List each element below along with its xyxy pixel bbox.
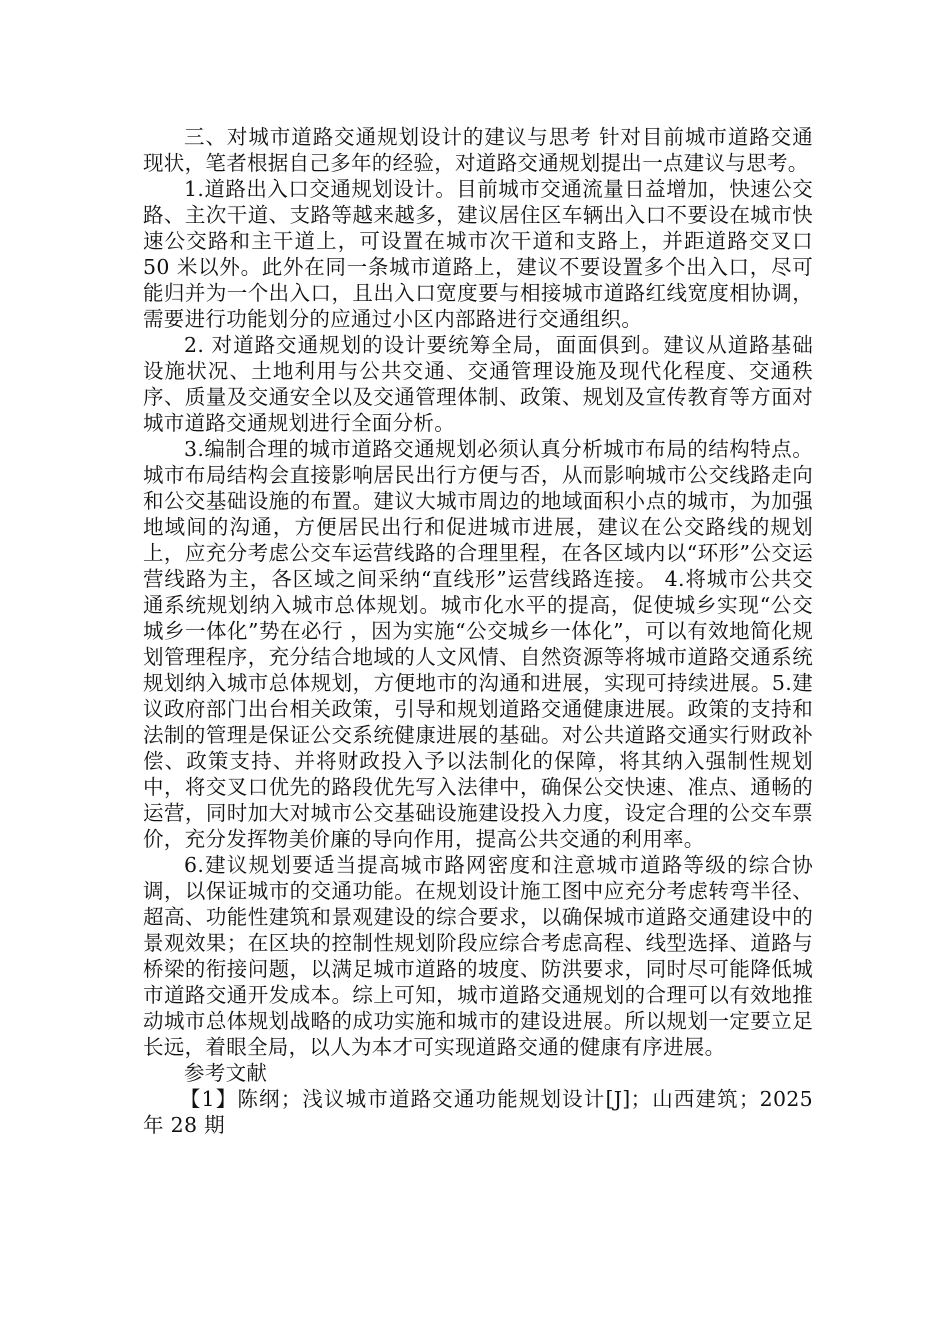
paragraph-item-3-5: 3.编制合理的城市道路交通规划必须认真分析城市布局的结构特点。城市布局结构会直接影响居民出行方便与否，从而影响城市公交线路走向和公交基础设施的布置。建议大城市周边的地域面积小点的城市，为加强地域间的沟通，方便居民出行和促进城市进展，建议在公交路线的规划上，应充分考虑公交车运营线路的合理里程，在各区域内以“环形”公交运营线路为主，各区域之间采纳“直线形”运营线路连接。 4.将城市公共交通系统规划纳入城市总体规划。城市化水平的提高，促使城乡实现“公交城乡一体化”势在必行 ，因为实施“公交城乡一体化”，可以有效地简化规划管理程序，充分结合地域的人文风情、自然资源等将城市道路交通系统规划纳入城市总体规划，方便地市的沟通和进展，实现可持续进展。5.建议政府部门出台相关政策，引导和规划道路交通健康进展。政策的支持和法制的管理是保证公交系统健康进展的基础。对公共道路交通实行财政补偿、政策支持、并将财政投入予以法制化的保障，将其纳入强制性规划中，将交叉口优先的路段优先写入法律中，确保公交快速、准点、通畅的运营，同时加大对城市公交基础设施建设投入力度，设定合理的公交车票价，充分发挥物美价廉的导向作用，提高公共交通的利用率。: [143, 437, 813, 851]
paragraph-item-2: 2. 对道路交通规划的设计要统筹全局，面面俱到。建议从道路基础设施状况、土地利用与公共交通、交通管理设施及现代化程度、交通秩序、质量及交通安全以及交通管理体制、政策、规划及宣传教育等方面对城市道路交通规划进行全面分析。: [143, 333, 813, 435]
article-body: [143, 124, 813, 1138]
references-heading: 参考文献: [184, 1061, 268, 1085]
paragraph-item-6: 6.建议规划要适当提高城市路网密度和注意城市道路等级的综合协调，以保证城市的交通功能。在规划设计施工图中应充分考虑转弯半径、超高、功能性建筑和景观建设的综合要求，以确保城市道路交通建设中的景观效果；在区块的控制性规划阶段应综合考虑高程、线型选择、道路与桥梁的衔接问题，以满足城市道路的坡度、防洪要求，同时尽可能降低城市道路交通开发成本。综上可知，城市道路交通规划的合理可以有效地推动城市总体规划战略的成功实施和城市的建设进展。所以规划一定要立足长远，着眼全局，以人为本才可实现道路交通的健康有序进展。: [143, 853, 813, 1059]
paragraph-section-heading: 三、对城市道路交通规划设计的建议与思考 针对目前城市道路交通现状，笔者根据自己多年的经验，对道路交通规划提出一点建议与思考。: [143, 125, 813, 175]
paragraph-item-1: 1.道路出入口交通规划设计。目前城市交通流量日益增加，快速公交路、主次干道、支路等越来越多，建议居住区车辆出入口不要设在城市快速公交路和主干道上，可设置在城市次干道和支路上，并距道路交叉口 50 米以外。此外在同一条城市道路上，建议不要设置多个出入口，尽可能归并为一个出入口，且出入口宽度要与相接城市道路红线宽度相协调，需要进行功能划分的应通过小区内部路进行交通组织。: [143, 177, 813, 331]
reference-item-1: 【1】陈纲；浅议城市道路交通功能规划设计[J]；山西建筑；2025 年 28 期: [143, 1087, 813, 1137]
